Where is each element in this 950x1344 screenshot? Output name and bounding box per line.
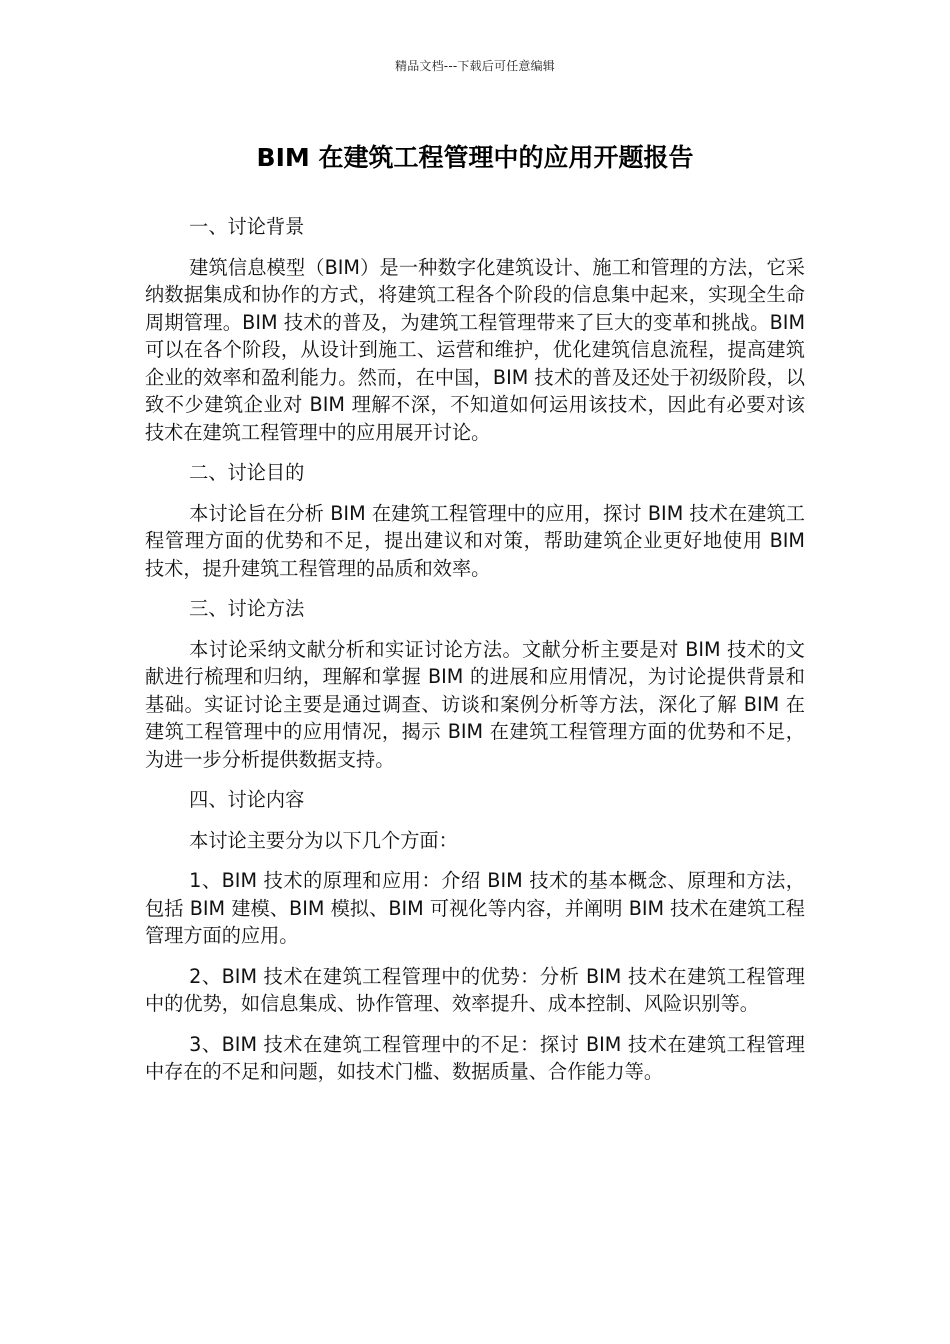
paragraph-content-item-2: 2、BIM 技术在建筑工程管理中的优势：分析 BIM 技术在建筑工程管理中的优势，如信息集成、协作管理、效率提升、成本控制、风险识别等。 bbox=[145, 964, 805, 1015]
header-note: 精品文档---下载后可任意编辑 bbox=[395, 59, 555, 73]
section-heading-background: 一、讨论背景 bbox=[189, 215, 305, 238]
section-heading-content: 四、讨论内容 bbox=[189, 788, 305, 811]
paragraph-content-intro: 本讨论主要分为以下几个方面： bbox=[189, 828, 458, 852]
section-heading-method: 三、讨论方法 bbox=[189, 597, 305, 620]
paragraph-background: 建筑信息模型（BIM）是一种数字化建筑设计、施工和管理的方法，它采纳数据集成和协作的方式，将建筑工程各个阶段的信息集中起来，实现全生命周期管理。BIM 技术的普及，为建筑工程管理带来了巨大的变革和挑战。BIM 可以在各个阶段，从设计到施工、运营和维护，优化建筑信息流程，提高建筑企业的效率和盈利能力。然而，在中国，BIM 技术的普及还处于初级阶段，以致不少建筑企业对 BIM 理解不深，不知道如何运用该技术，因此有必要对该技术在建筑工程管理中的应用展开讨论。 bbox=[145, 255, 805, 444]
paragraph-content-item-1: 1、BIM 技术的原理和应用：介绍 BIM 技术的基本概念、原理和方法，包括 BIM 建模、BIM 模拟、BIM 可视化等内容，并阐明 BIM 技术在建筑工程管理方面的应用。 bbox=[145, 869, 805, 947]
document-title: BIM 在建筑工程管理中的应用开题报告 bbox=[256, 143, 694, 172]
document-body bbox=[145, 213, 805, 1099]
section-heading-purpose: 二、讨论目的 bbox=[189, 461, 305, 484]
paragraph-method: 本讨论采纳文献分析和实证讨论方法。文献分析主要是对 BIM 技术的文献进行梳理和归纳，理解和掌握 BIM 的进展和应用情况，为讨论提供背景和基础。实证讨论主要是通过调查、访谈和案例分析等方法，深化了解 BIM 在建筑工程管理中的应用情况，揭示 BIM 在建筑工程管理方面的优势和不足，为进一步分析提供数据支持。 bbox=[145, 637, 805, 771]
paragraph-purpose: 本讨论旨在分析 BIM 在建筑工程管理中的应用，探讨 BIM 技术在建筑工程管理方面的优势和不足，提出建议和对策，帮助建筑企业更好地使用 BIM 技术，提升建筑工程管理的品质和效率。 bbox=[145, 501, 805, 580]
paragraph-content-item-3: 3、BIM 技术在建筑工程管理中的不足：探讨 BIM 技术在建筑工程管理中存在的不足和问题，如技术门槛、数据质量、合作能力等。 bbox=[145, 1032, 805, 1083]
